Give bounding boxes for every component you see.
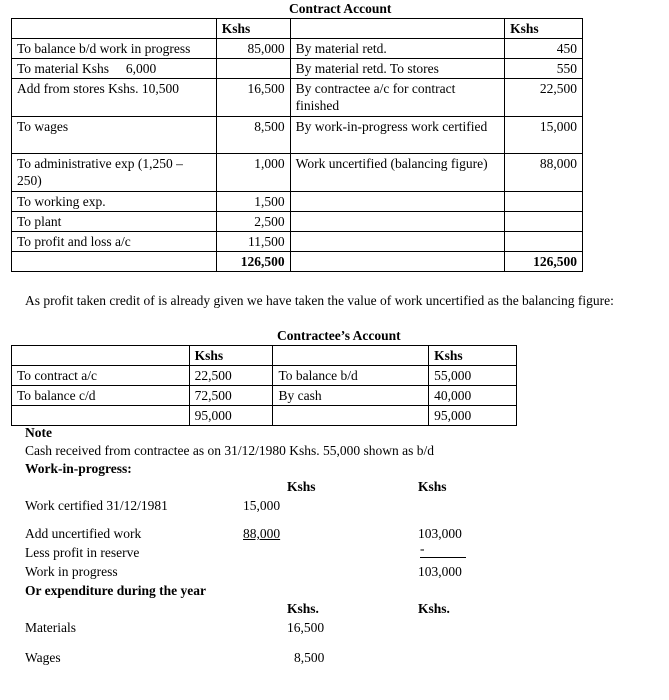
explanation-paragraph: As profit taken credit of is already given we have taken the value of work uncertified as the balancing figure: [25, 293, 614, 308]
table-row: To contract a/c 22,500 To balance b/d 55,000 [12, 366, 517, 386]
table-row: To working exp. 1,500 [12, 192, 583, 212]
expenditure-amount: 16,500 [287, 620, 325, 635]
expenditure-col1-header: Kshs. [287, 601, 319, 616]
wip-label: Work in progress [25, 564, 118, 579]
total-row [12, 252, 583, 272]
wip-amount: 15,000 [243, 498, 281, 513]
total-row [12, 406, 517, 426]
table-row: To plant 2,500 [12, 212, 583, 232]
wip-label: Add uncertified work [25, 526, 142, 541]
total-right: 126,500 [505, 252, 583, 272]
currency-header: Kshs [505, 19, 583, 39]
table-row: Add from stores Kshs. 10,500 16,500 By contractee a/c for contract finished 22,500 [12, 79, 583, 117]
expenditure-col2-header: Kshs. [418, 601, 450, 616]
contractee-account-table [11, 345, 517, 426]
note-text: Cash received from contractee as on 31/12/1980 Kshs. 55,000 shown as b/d [25, 443, 435, 458]
wip-total: 103,000 [418, 564, 462, 579]
table-row: To administrative exp (1,250 – 250) 1,000 Work uncertified (balancing figure) 88,000 [12, 154, 583, 192]
wip-label: Work certified 31/12/1981 [25, 498, 168, 513]
currency-header: Kshs [429, 346, 517, 366]
wip-col1-header: Kshs [287, 479, 316, 494]
total-right: 95,000 [429, 406, 517, 426]
wip-heading: Work-in-progress: [25, 461, 132, 476]
expenditure-label: Materials [25, 620, 76, 635]
currency-header: Kshs [189, 346, 273, 366]
total-left: 126,500 [216, 252, 290, 272]
table-header-row [12, 19, 583, 39]
table-row: To profit and loss a/c 11,500 [12, 232, 583, 252]
table-row: To balance b/d work in progress 85,000 By material retd. 450 [12, 39, 583, 59]
contractee-account-title: Contractee’s Account [277, 328, 401, 343]
total-left: 95,000 [189, 406, 273, 426]
wip-col2-header: Kshs [418, 479, 447, 494]
contract-account-title: Contract Account [289, 1, 392, 16]
contract-account-table [11, 18, 583, 272]
wip-amount: 88,000 [243, 526, 281, 541]
currency-header: Kshs [216, 19, 290, 39]
expenditure-heading: Or expenditure during the year [25, 583, 206, 598]
expenditure-amount: 8,500 [294, 650, 325, 665]
expenditure-label: Wages [25, 650, 61, 665]
wip-total: 103,000 [418, 526, 462, 541]
table-row: To balance c/d 72,500 By cash 40,000 [12, 386, 517, 406]
table-row: To material Kshs 6,000 By material retd. To stores 550 [12, 59, 583, 79]
wip-total: - [420, 541, 466, 558]
note-heading: Note [25, 425, 52, 440]
table-header-row [12, 346, 517, 366]
wip-label: Less profit in reserve [25, 545, 140, 560]
table-row: To wages 8,500 By work-in-progress work certified 15,000 [12, 117, 583, 154]
